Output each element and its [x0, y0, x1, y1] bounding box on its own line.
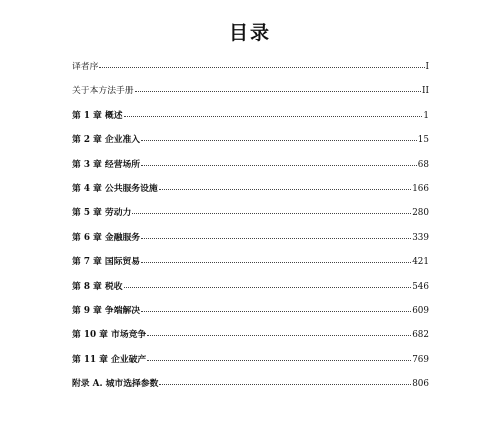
toc-entry-chapter-1[interactable]	[72, 112, 429, 136]
toc-entry-page: 769	[412, 354, 429, 365]
toc-entry-label: 附录 A. 城市选择参数	[72, 379, 159, 390]
toc-entry-label: 第 8 章 税收	[72, 281, 123, 292]
toc-entry-label: 第 10 章 市场竞争	[72, 330, 147, 341]
toc-entry-page: II	[422, 86, 429, 97]
toc-entry-label: 译者序	[72, 62, 99, 72]
dot-leader	[159, 384, 411, 385]
toc-entry-chapter-4[interactable]	[72, 185, 429, 209]
toc-entry-label: 第 4 章 公共服务设施	[72, 183, 158, 194]
dot-leader	[99, 67, 424, 68]
toc-entry-label: 第 1 章 概述	[72, 110, 123, 121]
dot-leader	[132, 213, 411, 214]
dot-leader	[135, 91, 421, 92]
toc-entry-chapter-5[interactable]	[72, 209, 429, 233]
toc-entry-label: 第 6 章 金融服务	[72, 232, 141, 243]
toc-entry-page: 68	[417, 159, 429, 170]
toc-entry-label: 第 7 章 国际贸易	[72, 257, 141, 268]
toc-entry-label: 第 5 章 劳动力	[72, 208, 132, 219]
dot-leader	[159, 189, 412, 190]
toc-entry-label: 第 2 章 企业准入	[72, 135, 141, 146]
toc-entry-about[interactable]	[72, 87, 429, 111]
toc-entry-page: 806	[412, 379, 429, 390]
toc-entry-appendix-a[interactable]	[72, 380, 429, 404]
toc-entry-preface[interactable]	[72, 63, 429, 87]
dot-leader	[141, 262, 411, 263]
toc-entry-label: 关于本方法手册	[72, 86, 134, 97]
toc-entry-chapter-9[interactable]	[72, 307, 429, 331]
dot-leader	[141, 311, 411, 312]
toc-entry-chapter-6[interactable]	[72, 234, 429, 258]
toc-entry-page: 339	[412, 232, 429, 243]
toc-entry-page: I	[425, 62, 429, 72]
toc-entry-page: 609	[412, 305, 429, 316]
toc-entry-chapter-11[interactable]	[72, 356, 429, 380]
toc-entry-page: 682	[412, 330, 429, 341]
toc-entry-page: 280	[412, 208, 429, 219]
table-of-contents	[72, 63, 429, 404]
toc-entry-label: 第 9 章 争端解决	[72, 305, 141, 316]
toc-entry-page: 15	[417, 135, 429, 146]
toc-entry-chapter-7[interactable]	[72, 258, 429, 282]
dot-leader	[141, 165, 417, 166]
dot-leader	[141, 238, 411, 239]
toc-entry-chapter-8[interactable]	[72, 283, 429, 307]
toc-entry-label: 第 11 章 企业破产	[72, 354, 147, 365]
toc-entry-page: 546	[412, 281, 429, 292]
toc-entry-page: 1	[423, 110, 429, 121]
page-title: 目录	[228, 22, 271, 44]
dot-leader	[147, 335, 411, 336]
toc-entry-label: 第 3 章 经营场所	[72, 159, 141, 170]
toc-entry-page: 421	[412, 257, 429, 268]
toc-entry-chapter-2[interactable]	[72, 136, 429, 160]
dot-leader	[124, 287, 412, 288]
toc-entry-page: 166	[412, 183, 429, 194]
dot-leader	[141, 140, 417, 141]
dot-leader	[124, 116, 423, 117]
toc-entry-chapter-10[interactable]	[72, 331, 429, 355]
dot-leader	[147, 360, 411, 361]
toc-entry-chapter-3[interactable]	[72, 161, 429, 185]
